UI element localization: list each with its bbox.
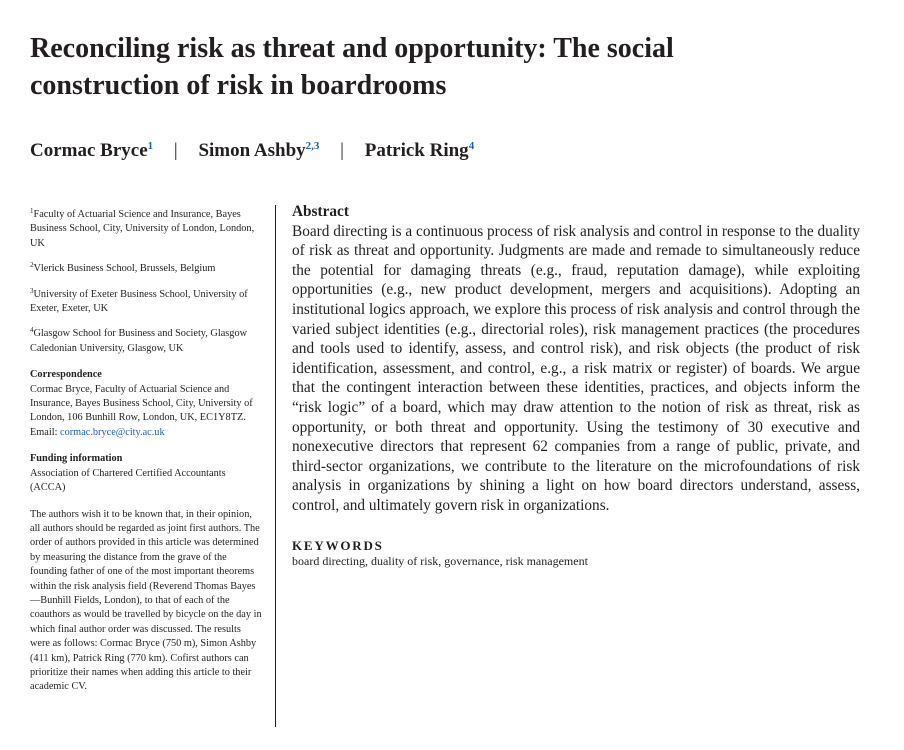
- author-name[interactable]: Patrick Ring: [364, 140, 469, 161]
- funding-text: Association of Chartered Certified Accountants (ACCA): [30, 467, 226, 494]
- author-separator: |: [340, 140, 344, 161]
- author-separator: |: [173, 140, 178, 161]
- author-affiliation-ref[interactable]: 4: [468, 140, 475, 152]
- author-affiliation-ref[interactable]: 1: [147, 140, 154, 152]
- correspondence-heading: Correspondence: [30, 369, 102, 381]
- keywords-text: board directing, duality of risk, governance, risk management: [292, 554, 588, 568]
- author-name[interactable]: Cormac Bryce: [30, 140, 148, 161]
- author-order-note: The authors wish it to be known that, in their opinion, all authors should be regarded as joint first authors. The order of authors provided in this article was determined by measuring the distance from the grave of the founding father of one of the most important theorems within the risk analysis field (Reverend Thomas Bayes—Bunhill Fields, London), to that of each of the coauthors as would be travelled by bicycle on the day in which final author order was discussed. The results were as follows: Cormac Bryce (750 m), Simon Ashby (411 km), Patrick Ring (770 km). Cofirst authors can prioritize their names when adding this article to their academic CV.: [30, 508, 262, 693]
- affiliation: $^4$Glasgow School for Business and Society, Glasgow Caledonian University, Glasgow, UK: [30, 326, 248, 354]
- affiliation: $^3$University of Exeter Business School, University of Exeter, Exeter, UK: [30, 286, 248, 315]
- author-name[interactable]: Simon Ashby: [198, 140, 306, 161]
- correspondence-email: Email: cormac.bryce@city.ac.uk: [30, 426, 165, 438]
- article-title: Reconciling risk as threat and opportunity: The social construction of risk in boardrooms: [30, 33, 674, 101]
- affiliation: $^2$Vlerick Business School, Brussels, Belgium: [30, 261, 216, 275]
- affiliation: $^1$Faculty of Actuarial Science and Insurance, Bayes Business School, City, University of London, London, UK: [30, 207, 255, 249]
- funding-heading: Funding information: [30, 453, 123, 465]
- abstract-heading: Abstract: [292, 203, 349, 220]
- keywords-heading: KEYWORDS: [292, 538, 384, 553]
- correspondence-text: Cormac Bryce, Faculty of Actuarial Science and Insurance, Bayes Business School, City, University of London, 106 Bunhill Row, London, UK, EC1Y8TZ.: [30, 383, 253, 424]
- author-list: [30, 140, 474, 162]
- abstract-section: [292, 202, 860, 516]
- author-affiliation-ref[interactable]: 2,3: [305, 140, 320, 152]
- column-divider: [275, 205, 276, 727]
- article-info-column: [30, 204, 262, 695]
- abstract-text: Board directing is a continuous process of risk analysis and control in response to the duality of risk as threat and opportunity. Judgments are made and remade to simultaneously reduce the potential for damaging threats (e.g., fraud, reputation damage), while exploiting opportunities (e.g., new product development, mergers and acquisitions). Adopting an institutional logics approach, we explore this process of risk analysis and control through the varied subject identities (e.g., directorial roles), risk management practices (the procedures and tools used to identify, assess, and control risk), and risk objects (the product of risk identification, assessment, and control, e.g., a risk matrix or register) of boards. We argue that the contingent interaction between these identities, practices, and objects inform the “risk logic” of a board, which may draw attention to the notion of risk as threat, risk as opportunity, or both threat and opportunity. Using the testimony of 30 executive and nonexecutive directors that represent 62 companies from a range of public, private, and third-sector organizations, we contribute to the literature on the microfoundations of risk analysis in organizations by shining a light on how board directors understand, assess, control, and ultimately govern risk in organizations.: [292, 222, 860, 514]
- email-link[interactable]: cormac.bryce@city.ac.uk: [60, 426, 165, 438]
